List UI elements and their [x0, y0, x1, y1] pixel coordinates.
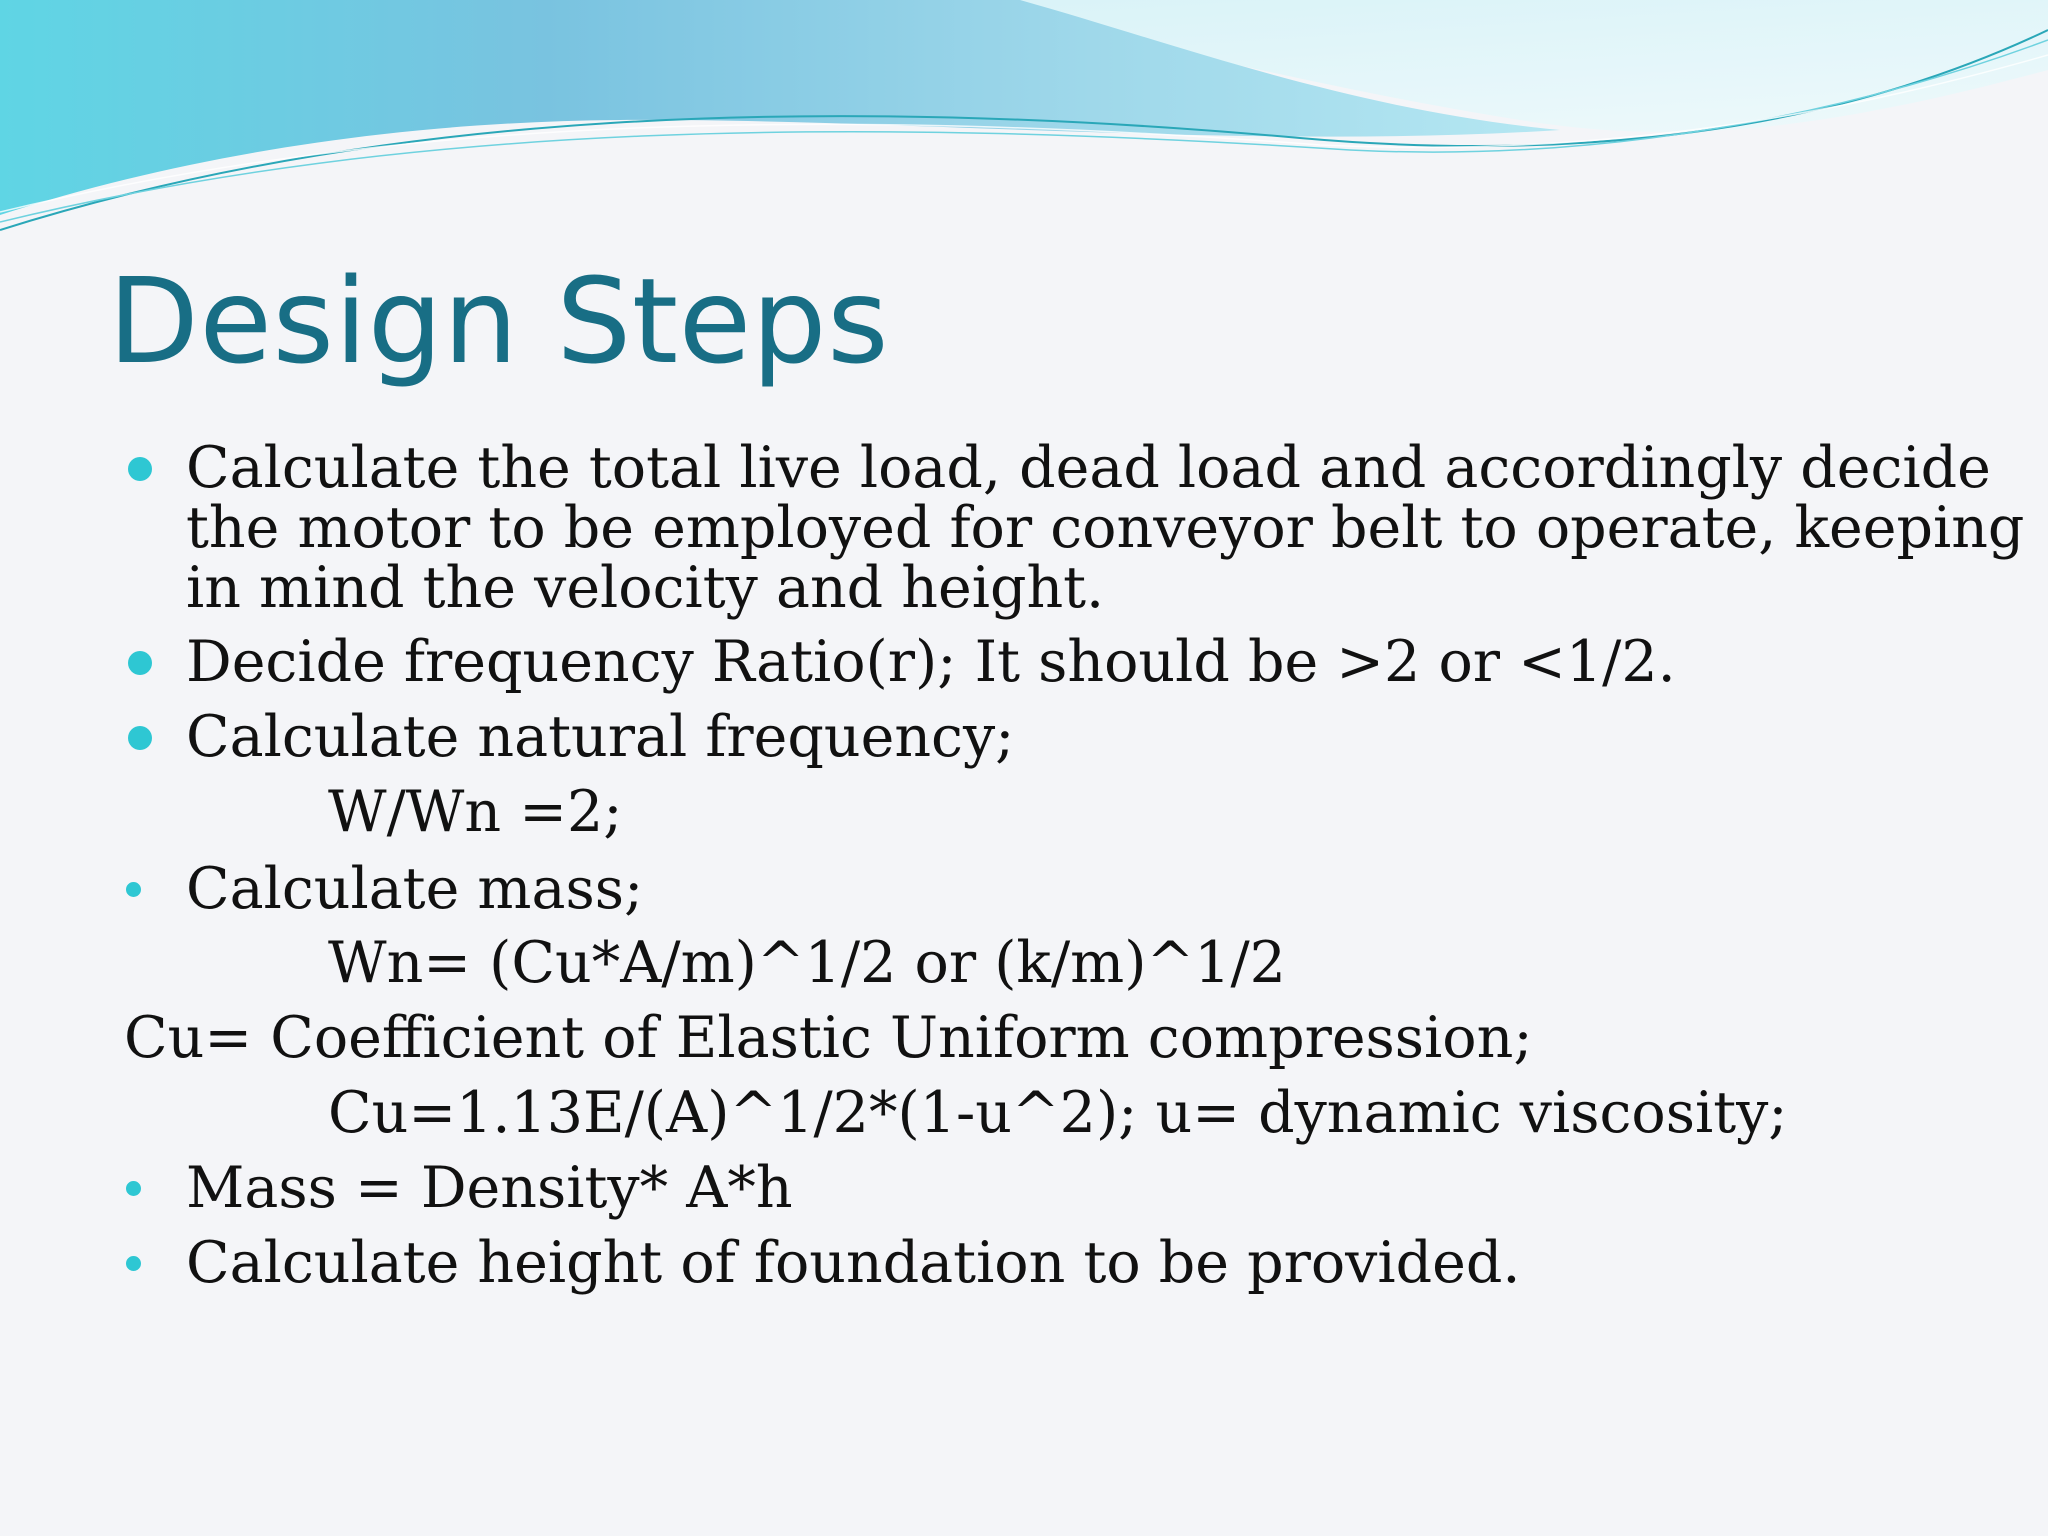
- formula-line: Cu=1.13E/(A)^1/2*(1-u^2); u= dynamic viscosity;: [328, 1080, 1788, 1146]
- formula-line: W/Wn =2;: [328, 779, 623, 845]
- list-item-text: Calculate natural frequency;: [186, 704, 1015, 770]
- bullet-dot-icon: [128, 726, 152, 750]
- bullet-dot-icon: [126, 882, 141, 897]
- definition-line: Cu= Coefficient of Elastic Uniform compression;: [124, 1005, 1533, 1071]
- list-item-line: Calculate the total live load, dead load and accordingly decide: [186, 435, 1991, 501]
- list-item-line: in mind the velocity and height.: [186, 555, 1105, 621]
- list-item-text: Decide frequency Ratio(r); It should be >2 or <1/2.: [186, 629, 1676, 695]
- list-item-text: Calculate height of foundation to be provided.: [186, 1230, 1521, 1296]
- list-item-line: the motor to be employed for conveyor belt to operate, keeping: [186, 495, 2025, 561]
- bullet-dot-icon: [128, 457, 152, 481]
- formula-line: Wn= (Cu*A/m)^1/2 or (k/m)^1/2: [328, 930, 1286, 996]
- list-item-text: Calculate mass;: [186, 856, 644, 922]
- slide-title: Design Steps: [108, 252, 890, 390]
- bullet-dot-icon: [128, 651, 152, 675]
- bullet-dot-icon: [126, 1181, 141, 1196]
- header-wave-decoration: [0, 0, 2048, 240]
- list-item-text: Mass = Density* A*h: [186, 1155, 793, 1221]
- bullet-dot-icon: [126, 1256, 141, 1271]
